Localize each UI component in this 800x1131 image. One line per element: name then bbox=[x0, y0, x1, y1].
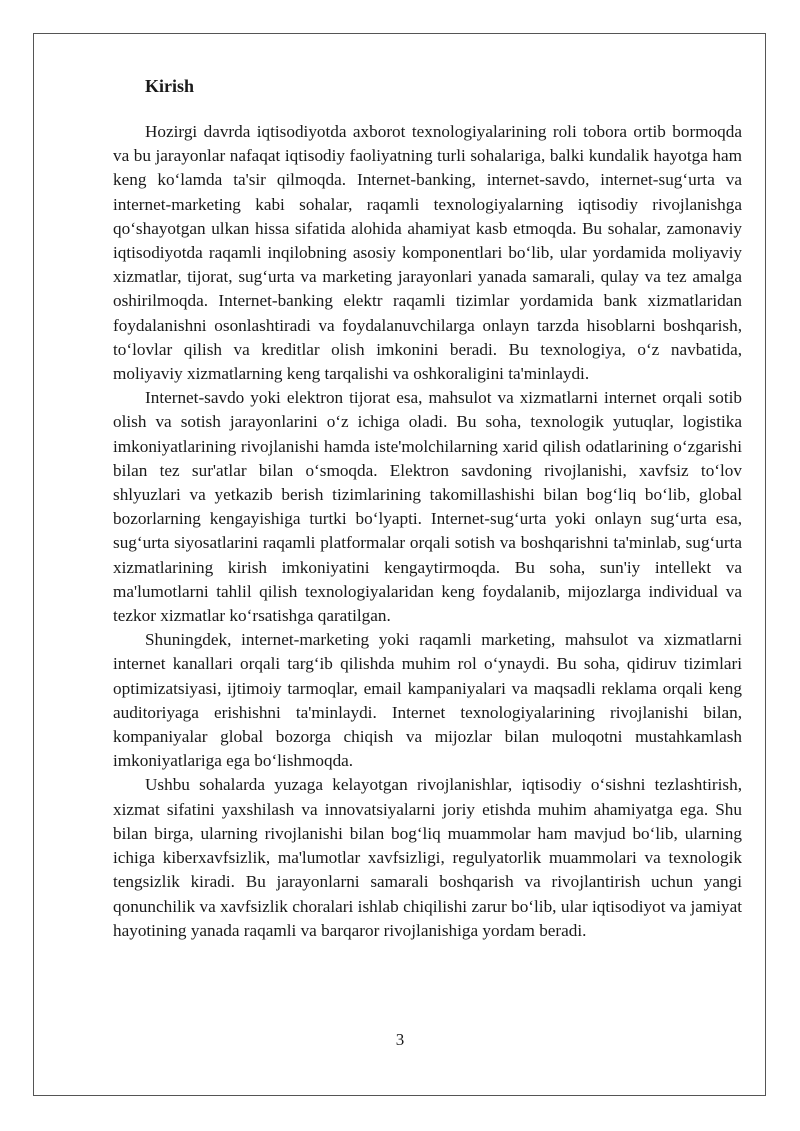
paragraph-1: Hozirgi davrda iqtisodiyotda axborot texnologiyalarining roli tobora ortib bormoqda va bu jarayonlar nafaqat iqtisodiy faoliyatning turli sohalariga, balki kundalik hayotga ham keng ko‘lamda ta'sir qilmoqda. Internet-banking, internet-savdo, internet-sug‘urta va internet-marketing kabi sohalar, raqamli texnologiyalarning iqtisodiy rivojlanishga qo‘shayotgan ulkan hissa sifatida alohida ahamiyat kasb etmoqda. Bu sohalar, zamonaviy iqtisodiyotda raqamli inqilobning asosiy komponentlari bo‘lib, ular yordamida moliyaviy xizmatlar, tijorat, sug‘urta va marketing jarayonlari yanada samarali, qulay va tez amalga oshirilmoqda. Internet-banking elektr raqamli tizimlar yordamida bank xizmatlaridan foydalanishni osonlashtiradi va foydalanuvchilarga onlayn tarzda hisoblarni boshqarish, to‘lovlar qilish va kreditlar olish imkonini beradi. Bu texnologiya, o‘z navbatida, moliyaviy xizmatlarning keng tarqalishi va oshkoraligini ta'minlaydi. bbox=[113, 122, 742, 384]
page-number: 3 bbox=[395, 1030, 405, 1049]
section-heading: Kirish bbox=[145, 76, 195, 96]
paragraph-4: Ushbu sohalarda yuzaga kelayotgan rivojlanishlar, iqtisodiy o‘sishni tezlashtirish, xizmat sifatini yaxshilash va innovatsiyalarni joriy etishda muhim ahamiyatga ega. Shu bilan birga, ularning rivojlanishi bilan bog‘liq muammolar ham mavjud bo‘lib, ularning ichiga kiberxavfsizlik, ma'lumotlar xavfsizligi, regulyatorlik muammolari va texnologik tengsizlik kiradi. Bu jarayonlarni samarali boshqarish va rivojlantirish uchun yangi qonunchilik va xavfsizlik choralari ishlab chiqilishi zarur bo‘lib, ular iqtisodiyot va jamiyat hayotining yanada raqamli va barqaror rivojlanishiga yordam beradi. bbox=[113, 775, 742, 940]
paragraph-2: Internet-savdo yoki elektron tijorat esa, mahsulot va xizmatlarni internet orqali sotib olish va sotish jarayonlarini o‘z ichiga oladi. Bu soha, texnologik yutuqlar, logistika imkoniyatlarining rivojlanishi hamda iste'molchilarning xarid qilish odatlarining o‘zgarishi bilan tez sur'atlar bilan o‘smoqda. Elektron savdoning rivojlanishi, xavfsiz to‘lov shlyuzlari va yetkazib berish tizimlarining takomillashishi bilan bog‘liq bo‘lib, global bozorlarning kengayishiga turtki bo‘lyapti. Internet-sug‘urta yoki onlayn sug‘urta esa, sug‘urta siyosatlarini raqamli platformalar orqali sotish va boshqarishni ta'minlab, sug‘urta xizmatlarining kirish imkoniyatini kengaytirmoqda. Bu soha, sun'iy intellekt va ma'lumotlarni tahlil qilish texnologiyalaridan keng foydalanib, mijozlarga individual va tezkor xizmatlar ko‘rsatishga qaratilgan. bbox=[113, 388, 742, 626]
paragraph-3: Shuningdek, internet-marketing yoki raqamli marketing, mahsulot va xizmatlarni internet kanallari orqali targ‘ib qilishda muhim rol o‘ynaydi. Bu soha, qidiruv tizimlari optimizatsiyasi, ijtimoiy tarmoqlar, email kampaniyalari va maqsadli reklama orqali keng auditoriyaga erishishni ta'minlaydi. Internet texnologiyalarining rivojlanishi bilan, kompaniyalar global bozorga chiqish va mijozlar bilan muloqotni mustahkamlash imkoniyatlariga ega bo‘lishmoqda. bbox=[113, 630, 742, 771]
document-body bbox=[113, 74, 742, 943]
